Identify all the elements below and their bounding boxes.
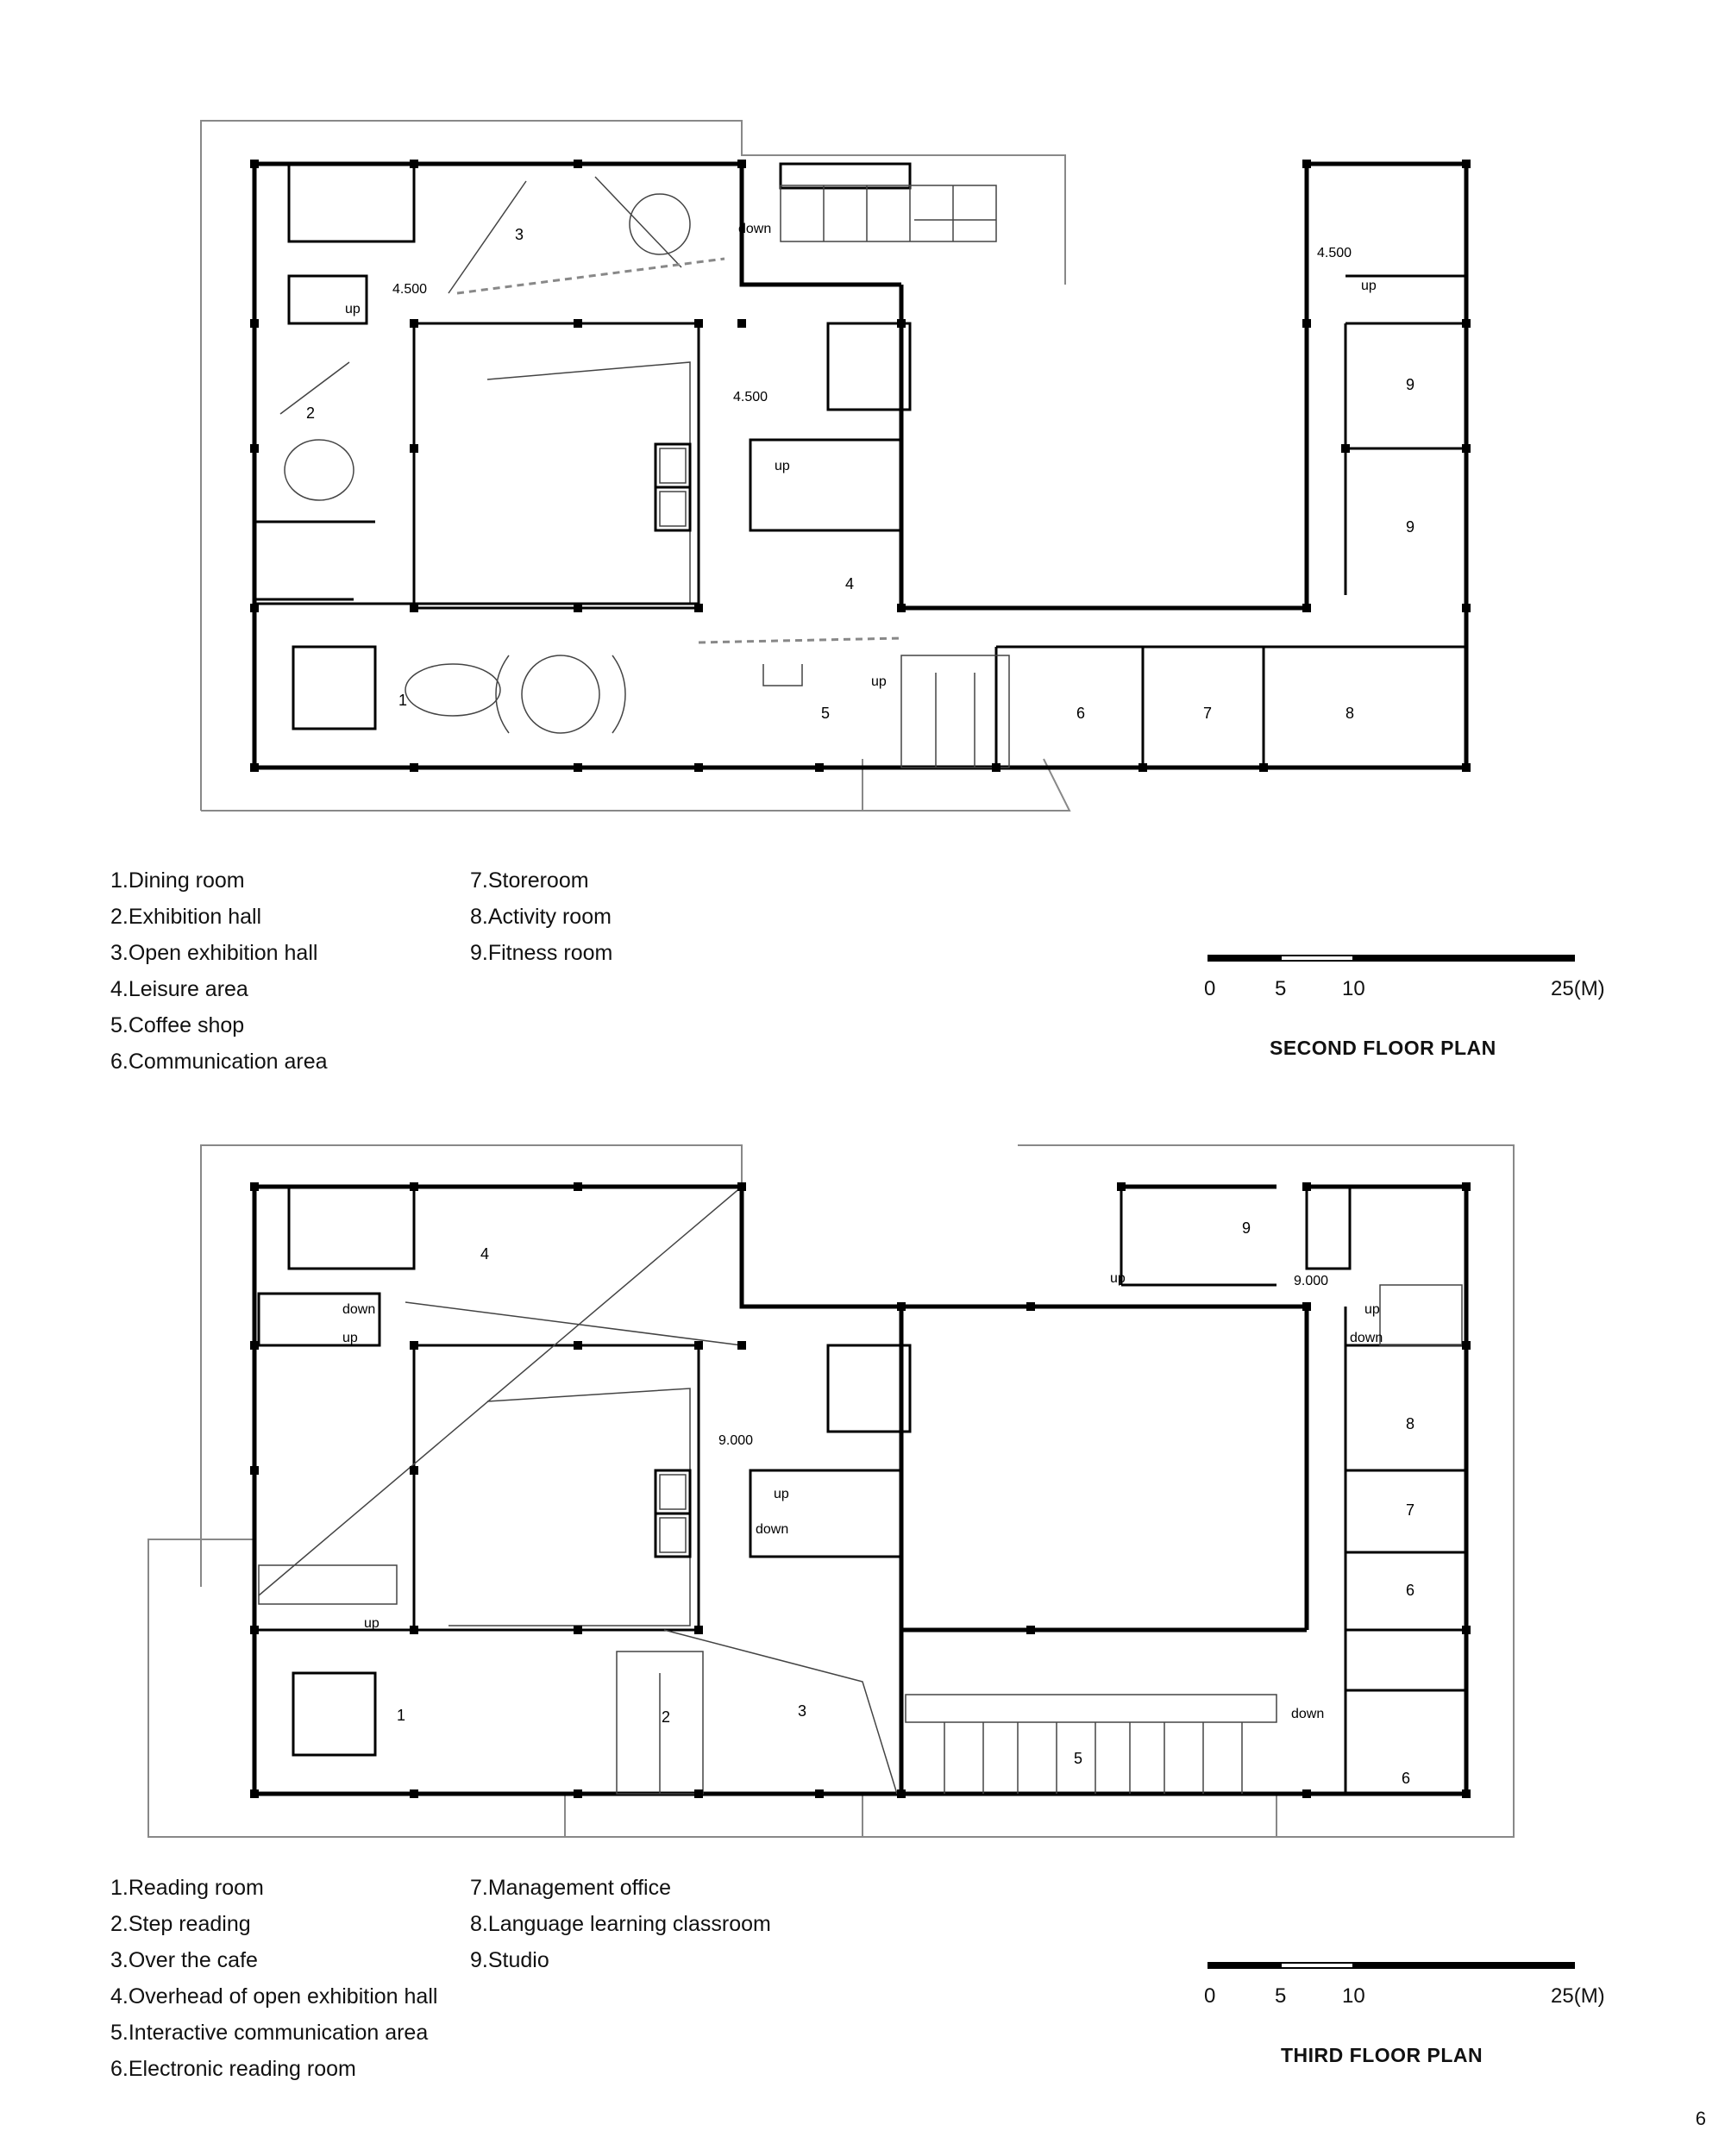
tf-down-b-label: down xyxy=(1291,1707,1325,1721)
third-floor-legend-left xyxy=(110,1870,437,2087)
tf-room4-label: 4 xyxy=(480,1245,490,1263)
tf-down-d-label: down xyxy=(1350,1331,1383,1345)
sf-level-b-label: 4.500 xyxy=(733,390,768,404)
scale-tick: 25(M) xyxy=(1551,1984,1605,2008)
legend-item: 1.Dining room xyxy=(110,868,245,893)
sf-room1-label: 1 xyxy=(398,692,408,709)
scale-tick: 0 xyxy=(1204,977,1216,1000)
tf-up-c-label: up xyxy=(774,1487,789,1501)
sf-room4-label: 4 xyxy=(845,575,855,592)
legend-item: 5.Interactive communication area xyxy=(110,2021,429,2045)
scale-tick: 0 xyxy=(1204,1984,1216,2008)
tf-up-a-label: up xyxy=(342,1331,358,1345)
sf-room3-label: 3 xyxy=(515,226,524,243)
sf-up-b-label: up xyxy=(775,459,790,473)
sf-room9b-label: 9 xyxy=(1406,518,1415,536)
third-floor-legend-right xyxy=(470,1870,771,1978)
legend-item: 6.Communication area xyxy=(110,1050,328,1074)
sf-room2-label: 2 xyxy=(306,404,316,422)
tf-level-a-label: 9.000 xyxy=(718,1433,754,1448)
tf-room3-label: 3 xyxy=(798,1702,807,1720)
second-floor-title: SECOND FLOOR PLAN xyxy=(1270,1037,1496,1059)
third-floor-plan xyxy=(148,1145,1514,1837)
sf-level-c-label: 4.500 xyxy=(1317,246,1352,260)
sf-down-label: down xyxy=(738,222,772,236)
second-floor-scale-bar xyxy=(1204,955,1605,1006)
sf-up-d-label: up xyxy=(1361,279,1377,293)
legend-item: 1.Reading room xyxy=(110,1876,264,1900)
legend-item: 2.Exhibition hall xyxy=(110,905,262,929)
legend-item: 8.Language learning classroom xyxy=(470,1912,771,1936)
legend-item: 7.Storeroom xyxy=(470,868,589,893)
tf-up-e-label: up xyxy=(1364,1302,1380,1317)
scale-tick: 10 xyxy=(1342,977,1365,1000)
second-floor-legend-right xyxy=(470,862,612,971)
sf-room7-label: 7 xyxy=(1203,705,1213,722)
legend-item: 6.Electronic reading room xyxy=(110,2057,356,2081)
tf-room1-label: 1 xyxy=(397,1707,406,1724)
third-floor-title: THIRD FLOOR PLAN xyxy=(1281,2044,1484,2066)
tf-up-b-label: up xyxy=(364,1616,380,1631)
scale-tick: 5 xyxy=(1275,977,1287,1000)
tf-room6a-label: 6 xyxy=(1406,1582,1415,1599)
tf-room8-label: 8 xyxy=(1406,1415,1415,1432)
legend-item: 9.Studio xyxy=(470,1948,549,1972)
legend-item: 3.Open exhibition hall xyxy=(110,941,318,965)
legend-item: 4.Overhead of open exhibition hall xyxy=(110,1984,438,2009)
sf-up-c-label: up xyxy=(871,674,887,689)
sf-room5-label: 5 xyxy=(821,705,831,722)
legend-item: 9.Fitness room xyxy=(470,941,613,965)
tf-down-c-label: down xyxy=(756,1522,789,1537)
scale-tick: 10 xyxy=(1342,1984,1365,2008)
sf-room9a-label: 9 xyxy=(1406,376,1415,393)
tf-level-b-label: 9.000 xyxy=(1294,1274,1329,1288)
second-floor-legend-left xyxy=(110,862,328,1080)
tf-room6b-label: 6 xyxy=(1402,1770,1411,1787)
tf-room7-label: 7 xyxy=(1406,1501,1415,1519)
sf-room8-label: 8 xyxy=(1346,705,1355,722)
scale-tick: 25(M) xyxy=(1551,977,1605,1000)
legend-item: 7.Management office xyxy=(470,1876,672,1900)
tf-up-d-label: up xyxy=(1110,1271,1126,1286)
legend-item: 5.Coffee shop xyxy=(110,1013,245,1037)
sf-level-a-label: 4.500 xyxy=(392,282,428,297)
legend-item: 8.Activity room xyxy=(470,905,612,929)
second-floor-plan xyxy=(201,121,1471,811)
third-floor-scale-bar xyxy=(1204,1962,1605,2014)
sf-up-a-label: up xyxy=(345,302,361,317)
tf-down-a-label: down xyxy=(342,1302,376,1317)
legend-item: 4.Leisure area xyxy=(110,977,248,1001)
legend-item: 2.Step reading xyxy=(110,1912,251,1936)
tf-room2-label: 2 xyxy=(662,1708,671,1726)
tf-room5-label: 5 xyxy=(1074,1750,1083,1767)
legend-item: 3.Over the cafe xyxy=(110,1948,258,1972)
scale-tick: 5 xyxy=(1275,1984,1287,2008)
tf-room9-label: 9 xyxy=(1242,1219,1251,1237)
sf-room6-label: 6 xyxy=(1076,705,1086,722)
page-number: 6 xyxy=(1695,2108,1706,2129)
